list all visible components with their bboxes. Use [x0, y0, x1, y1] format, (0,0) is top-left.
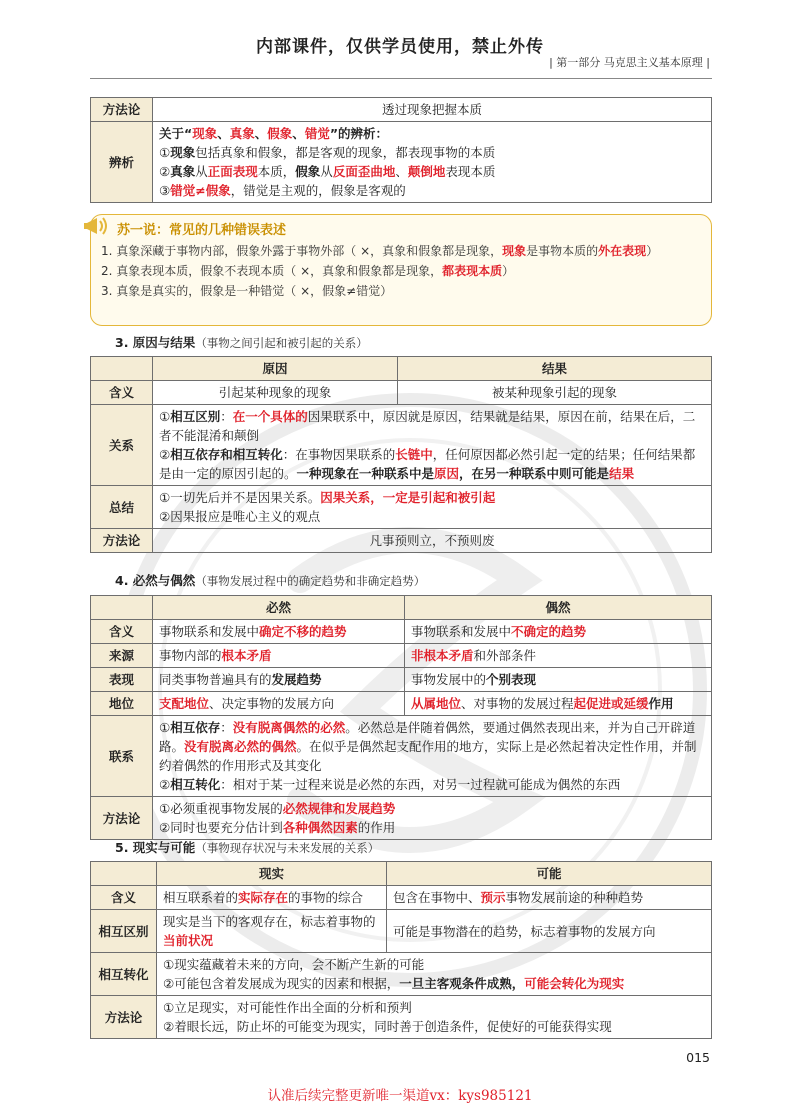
- table-row: [91, 596, 712, 620]
- row-label: 相互转化: [91, 953, 157, 996]
- table-row: [91, 529, 712, 553]
- cell: 凡事预则立，不预则废: [153, 529, 712, 553]
- cell: 事物内部的根本矛盾: [153, 644, 405, 668]
- row-label: 地位: [91, 692, 153, 716]
- cell: 事物发展中的个别表现: [405, 668, 712, 692]
- tip-box: [90, 214, 712, 326]
- row-label: 辨析: [91, 122, 153, 203]
- table-row: [91, 381, 712, 405]
- row-label: 含义: [91, 381, 153, 405]
- table-row: [91, 716, 712, 797]
- row-label: 相互区别: [91, 910, 157, 953]
- appearance-table: [90, 97, 712, 203]
- table-row: [91, 797, 712, 840]
- table-row: [91, 644, 712, 668]
- header-cell: [91, 357, 153, 381]
- cell: 透过现象把握本质: [153, 98, 712, 122]
- row-label: 含义: [91, 620, 153, 644]
- tip-item: 3. 真象是真实的，假象是一种错觉（ ×，假象≠错觉）: [101, 284, 393, 298]
- cell: 相互联系着的实际存在的事物的综合: [157, 886, 387, 910]
- tip-title: 苏一说：常见的几种错误表述: [117, 223, 287, 238]
- header-cell: 现实: [157, 862, 387, 886]
- row-label: 来源: [91, 644, 153, 668]
- table-row: [91, 668, 712, 692]
- row-label: 方法论: [91, 797, 153, 840]
- cell: ①立足现实，对可能性作出全面的分析和预判 ②着眼长远，防止坏的可能变为现实，同时善于创造条件，促使好的可能获得实现: [157, 996, 712, 1039]
- cause-effect-table: [90, 356, 712, 553]
- row-label: 含义: [91, 886, 157, 910]
- row-label: 联系: [91, 716, 153, 797]
- row-label: 表现: [91, 668, 153, 692]
- table-row: [91, 886, 712, 910]
- reality-possibility-table: [90, 861, 712, 1039]
- page-header-title: 内部课件，仅供学员使用，禁止外传: [256, 37, 544, 57]
- page-header-section: | 第一部分 马克思主义基本原理 |: [549, 56, 710, 69]
- table-row: [91, 357, 712, 381]
- row-label: 方法论: [91, 996, 157, 1039]
- cell: 被某种现象引起的现象: [398, 381, 712, 405]
- header-cell: 可能: [387, 862, 712, 886]
- cell: 同类事物普遍具有的发展趋势: [153, 668, 405, 692]
- row-label: 方法论: [91, 98, 153, 122]
- cell: 事物联系和发展中确定不移的趋势: [153, 620, 405, 644]
- header-cell: 结果: [398, 357, 712, 381]
- cell: 可能是事物潜在的趋势，标志着事物的发展方向: [387, 910, 712, 953]
- section-title: 4. 必然与偶然（事物发展过程中的确定趋势和非确定趋势）: [115, 573, 426, 588]
- header-cell: 必然: [153, 596, 405, 620]
- table-row: [91, 692, 712, 716]
- cell: 事物联系和发展中不确定的趋势: [405, 620, 712, 644]
- tip-item: 2. 真象表现本质，假象不表现本质（ ×，真象和假象都是现象，都表现本质）: [101, 264, 515, 278]
- section-title: 5. 现实与可能（事物现存状况与未来发展的关系）: [115, 840, 380, 855]
- cell: ①现实蕴藏着未来的方向，会不断产生新的可能 ②可能包含着发展成为现实的因素和根据，一旦主客观条件成熟，可能会转化为现实: [157, 953, 712, 996]
- section-title: 3. 原因与结果（事物之间引起和被引起的关系）: [115, 335, 368, 350]
- table-row: [91, 620, 712, 644]
- tip-item: 1. 真象深藏于事物内部，假象外露于事物外部（ ×，真象和假象都是现象，现象是事物本质的外在表现）: [101, 244, 659, 258]
- cell: 从属地位、对事物的发展过程起促进或延缓作用: [405, 692, 712, 716]
- page-number: 015: [686, 1050, 710, 1065]
- row-label: 方法论: [91, 529, 153, 553]
- cell: ①相互区别：在一个具体的因果联系中，原因就是原因，结果就是结果，原因在前，结果在后，二者不能混淆和颠倒 ②相互依存和相互转化：在事物因果联系的长链中，任何原因都必然引起一定的结果；任何结果都是由一定的原因引起的。一种现象在一种联系中是原因，在另一种联系中则可能是结果: [153, 405, 712, 486]
- cell: 关于“现象、真象、假象、错觉”的辨析： ①现象包括真象和假象，都是客观的现象，都表现事物的本质 ②真象从正面表现本质，假象从反面歪曲地、颠倒地表现本质 ③错觉≠假象，错觉是主观的，假象是客观的: [153, 122, 712, 203]
- table-row: [91, 996, 712, 1039]
- cell: 引起某种现象的现象: [153, 381, 398, 405]
- cell: ①一切先后并不是因果关系。因果关系，一定是引起和被引起 ②因果报应是唯心主义的观点: [153, 486, 712, 529]
- header-cell: [91, 596, 153, 620]
- footer-notice: 认准后续完整更新唯一渠道vx：kys985121: [267, 1088, 533, 1104]
- megaphone-icon: [83, 213, 113, 239]
- cell: ①相互依存：没有脱离偶然的必然。必然总是伴随着偶然，要通过偶然表现出来，并为自己开辟道路。没有脱离必然的偶然。在似乎是偶然起支配作用的地方，实际上是必然起着决定性作用，并制约着偶然的作用形式及其变化 ②相互转化：相对于某一过程来说是必然的东西，对另一过程就可能成为偶然的东西: [153, 716, 712, 797]
- header-cell: [91, 862, 157, 886]
- table-row: [91, 405, 712, 486]
- header-divider: [90, 78, 712, 79]
- table-row: [91, 122, 712, 203]
- table-row: [91, 953, 712, 996]
- cell: ①必须重视事物发展的必然规律和发展趋势 ②同时也要充分估计到各种偶然因素的作用: [153, 797, 712, 840]
- header-cell: 原因: [153, 357, 398, 381]
- tip-body: [101, 241, 699, 301]
- cell: 支配地位、决定事物的发展方向: [153, 692, 405, 716]
- necessity-chance-table: [90, 595, 712, 840]
- table-row: [91, 98, 712, 122]
- cell: 非根本矛盾和外部条件: [405, 644, 712, 668]
- header-cell: 偶然: [405, 596, 712, 620]
- row-label: 关系: [91, 405, 153, 486]
- row-label: 总结: [91, 486, 153, 529]
- table-row: [91, 862, 712, 886]
- table-row: [91, 486, 712, 529]
- cell: 包含在事物中、预示事物发展前途的种种趋势: [387, 886, 712, 910]
- table-row: [91, 910, 712, 953]
- cell: 现实是当下的客观存在，标志着事物的当前状况: [157, 910, 387, 953]
